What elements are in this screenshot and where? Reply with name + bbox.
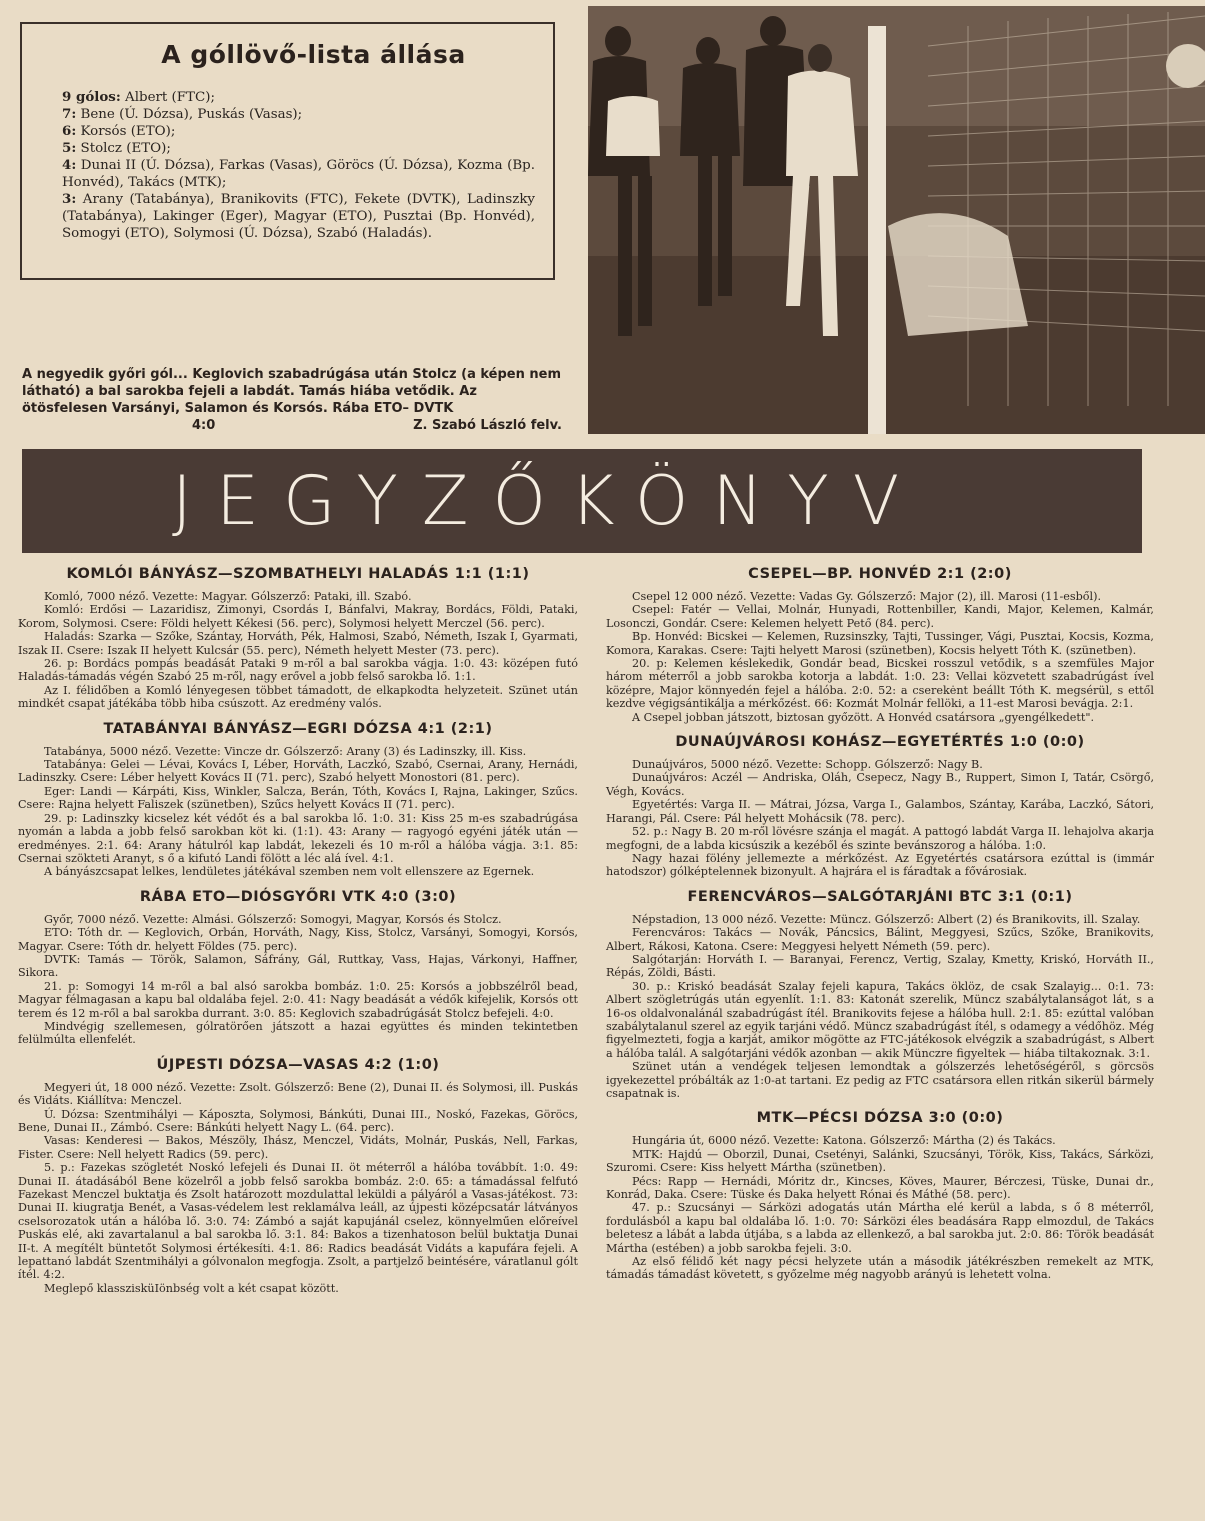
match-paragraph: Mindvégig szellemesen, gólratörően játszott a hazai együttes és minden tekintetben felülmúlta ellenfelét. — [18, 1019, 578, 1047]
match-title: FERENCVÁROS—SALGÓTARJÁNI BTC 3:1 (0:1) — [687, 888, 1073, 905]
match-report — [606, 889, 1154, 1101]
match-paragraph: Nagy hazai fölény jellemezte a mérkőzést. Az Egyetértés csatársora ezúttal is (immár hatodszor) gólképtelennek bizonyult. A hajrára el is fáradtak a fővárosiak. — [606, 851, 1154, 879]
scorer-line — [62, 140, 535, 157]
match-paragraph: Tatabánya: Gelei — Lévai, Kovács I, Léber, Horváth, Laczkó, Szabó, Csernai, Arany, Hernádi, Ladinszky. Csere: Léber helyett Kovács II (71. perc), Szabó helyett Monostori (81. perc). — [18, 758, 578, 785]
scorer-line — [62, 123, 535, 140]
match-paragraph: Ferencváros: Takács — Novák, Páncsics, Bálint, Meggyesi, Szűcs, Szőke, Branikovits, Albert, Rákosi, Katona. Csere: Meggyesi helyett Németh (59. perc). — [606, 926, 1154, 953]
scorer-line — [62, 157, 540, 191]
scorer-line — [62, 106, 535, 123]
football-photo-illustration — [588, 6, 1205, 434]
match-report — [18, 889, 578, 1047]
match-paragraph: Meglepő klasszisküIönbség volt a két csapat között. — [44, 1281, 339, 1295]
scorer-names: Bene (Ú. Dózsa), Puskás (Vasas); — [76, 107, 303, 122]
match-paragraph: Csepel 12 000 néző. Vezette: Vadas Gy. Gólszerző: Major (2), ill. Marosi (11-esből). — [632, 590, 1102, 603]
match-report — [606, 566, 1154, 724]
scorer-names: Dunai II (Ú. Dózsa), Farkas (Vasas), Göröcs (Ú. Dózsa), Kozma (Bp. Honvéd), Takács (MTK); — [62, 158, 540, 190]
scorer-line — [62, 191, 540, 242]
match-title: RÁBA ETO—DIÓSGYŐRI VTK 4:0 (3:0) — [139, 888, 457, 905]
left-column — [18, 566, 578, 1305]
match-title: MTK—PÉCSI DÓZSA 3:0 (0:0) — [756, 1110, 1004, 1127]
right-column — [606, 566, 1154, 1292]
scorer-names: Albert (FTC); — [120, 90, 215, 105]
match-report — [18, 721, 578, 879]
match-paragraph: Szünet után a vendégek teljesen lemondtak a gólszerzés lehetőségéről, s görcsös igyekezettel próbálták az 1:0-at tartani. Ez pedig az FTC csatársora ellen ritkán sikerül bármely csapatnak is. — [606, 1060, 1154, 1100]
match-paragraph: Hungária út, 6000 néző. Vezette: Katona. Gólszerző: Mártha (2) és Takács. — [632, 1134, 1056, 1148]
match-paragraph: 52. p.: Nagy B. 20 m-ről lövésre szánja el magát. A pattogó labdát Varga II. lehajolva akarja megfogni, de a labda kicsúszik a kezéből és szinte bevánszorog a hálóba. 1:0. — [606, 825, 1154, 852]
match-paragraph: Tatabánya, 5000 néző. Vezette: Vincze dr. Gólszerző: Arany (3) és Ladinszky, ill. Kiss. — [44, 744, 527, 758]
caption-text: A negyedik győri gól... Keglovich szabadrúgása után Stolcz (a képen nem látható) a bal sarokba fejeli a labdát. Tamás hiába vetődik. Az ötösfelesen Varsányi, Salamon és Korsós. Rába ETO– DVTK — [22, 367, 561, 416]
match-title: ÚJPESTI DÓZSA—VASAS 4:2 (1:0) — [156, 1056, 440, 1073]
match-title: DUNAÚJVÁROSI KOHÁSZ—EGYETÉRTÉS 1:0 (0:0) — [675, 734, 1085, 751]
match-report — [606, 1110, 1154, 1281]
match-paragraph: ETO: Tóth dr. — Keglovich, Orbán, Horváth, Nagy, Kiss, Stolcz, Varsányi, Somogyi, Korsós, Magyar. Csere: Tóth dr. helyett Földes (75. perc). — [18, 926, 578, 953]
match-paragraph: Népstadion, 13 000 néző. Vezette: Müncz. Gólszerző: Albert (2) és Branikovits, ill. Szalay. — [632, 912, 1141, 926]
scorer-goal-count: 4: — [62, 157, 77, 173]
scorer-list-lines — [62, 89, 540, 242]
match-paragraph: Vasas: Kenderesi — Bakos, Mészöly, Ihász, Menczel, Vidáts, Molnár, Puskás, Nell, Farkas, Fister. Csere: Nell helyett Radics (59. perc). — [18, 1134, 578, 1161]
match-paragraph: 20. p: Kelemen késlekedik, Gondár bead, Bicskei rosszul vetődik, s a szemfüles Major három méterről a jobb sarokba kotorja a labdát. 1:0. 23: Vellai közvetett szabadrúgást ível középre, Major könnyedén fejel a hálóba. 2:0. 52: a cserekėnt beállt Tóth K. megsérül, s ettől kezdve végigsántikálja a mérkőzést. 66: Kozmát Molnár fellöki, a 11-est Marosi bevágja. 2:1. — [606, 657, 1154, 711]
match-title: KOMLÓI BÁNYÁSZ—SZOMBATHELYI HALADÁS 1:1 (1:1) — [66, 566, 530, 582]
scorer-goal-count: 6: — [62, 123, 77, 139]
match-paragraph: 30. p.: Kriskó beadását Szalay fejeli kapura, Takács öklöz, de csak Szalayig... 0:1. 73: Albert szögletrúgás után egyenlít. 1:1. 83: Katonát szerelik, Müncz szabálytalanságot lát, s a 16-os oldalvonalánál szabadrúgást ítél. Branikovits fejese a hálóba hull. 2:1. 85: ezúttal valóban szabálytalanul szerel az egyik tarjáni védő. Müncz szabadrúgást ítél, s odamegy a védőhöz. Még figyelmezteti, fogja a karját, amikor mögötte az FTC-játékosok elvégzik a szabadrúgást, s Albert a hálóba talál. A salgótarjáni védők azonban — akik Münczre figyeltek — hiába tiltakoznak. 3:1. — [606, 979, 1154, 1060]
match-paragraph: A bányászcsapat lelkes, lendületes játékával szemben nem volt ellenszere az Egernek. — [44, 865, 535, 879]
scorer-list-box — [20, 22, 555, 280]
match-paragraph: Komló, 7000 néző. Vezette: Magyar. Gólszerző: Pataki, ill. Szabó. — [44, 590, 412, 603]
scorer-names: Korsós (ETO); — [76, 124, 176, 139]
match-paragraph: DVTK: Tamás — Török, Salamon, Sáfrány, Gál, Ruttkay, Vass, Hajas, Várkonyi, Haffner, Sikora. — [18, 952, 578, 980]
match-paragraph: Bp. Honvéd: Bicskei — Kelemen, Ruzsinszky, Tajti, Tussinger, Vági, Pusztai, Kocsis, Kozma, Komora, Karakas. Csere: Tajti helyett Marosi (szünetben), Kocsis helyett Tóth K. (szünetben). — [606, 630, 1154, 657]
match-paragraph: Pécs: Rapp — Hernádi, Móritz dr., Kincses, Köves, Maurer, Bérczesi, Tüske, Dunai dr., Konrád, Daka. Csere: Tüske és Daka helyett Rónai és Máthé (58. perc). — [606, 1174, 1154, 1202]
match-paragraph: Győr, 7000 néző. Vezette: Almási. Gólszerző: Somogyi, Magyar, Korsós és Stolcz. — [44, 912, 502, 926]
match-paragraph: Eger: Landi — Kárpáti, Kiss, Winkler, Salcza, Berán, Tóth, Kovács I, Rajna, Lakinger, Szűcs. Csere: Rajna helyett Faliszek (szünetben), Szűcs helyett Kovács II (71. perc). — [18, 784, 578, 812]
scorer-list-title: A góllövő-lista állása — [161, 40, 466, 69]
match-paragraph: 5. p.: Fazekas szögletét Noskó lefejeli és Dunai II. öt méterről a hálóba továbbít. 1:0. 49: Dunai II. átadásából Bene közelről a jobb felső sarokba bombáz. 2:0. 65: a támadással felfutó Fazekast Menczel buktatja és Zsolt határozott mozdulattal leküldi a pályáról a Vasas-játékost. 73: Dunai II. kiugratja Benét, a Vasas-védelem lest reklamálva leáll, az újpesti középcsatár látványos cselsorozatok után a hálóba lő. 3:0. 74: Zámbó a saját kapujánál cselez, könnyelműen előreível Puskás elé, aki zavartalanul a bal sarokba lő. 3:1. 84: Bakos a tizenhatoson belül buktatja Dunai II-t. A megítélt büntetőt Solymosi értékesíti. 4:1. 86: Radics beadását Vidáts a kapufára fejeli. A lepattanó labdát Szentmihályi a gólvonalon megfogja. Zsolt, a partjelző beintésére, váratlanul gólt ítél. 4:2. — [18, 1161, 578, 1282]
match-paragraph: Komló: Erdősi — Lazaridisz, Zimonyi, Csordás I, Bánfalvi, Makray, Bordács, Földi, Pataki, Korom, Solymosi. Csere: Földi helyett Kékesi (56. perc), Solymosi helyett Merczel (56. perc). — [18, 603, 578, 630]
match-paragraph: Dunaújváros: Aczél — Andriska, Oláh, Csepecz, Nagy B., Ruppert, Simon I, Tatár, Csörgő, Végh, Kovács. — [606, 771, 1154, 798]
scorer-names: Arany (Tatabánya), Branikovits (FTC), Fekete (DVTK), Ladinszky (Tatabánya), Lakinger (Eger), Magyar (ETO), Pusztai (Bp. Honvéd), Somogyi (ETO), Solymosi (Ú. Dózsa), Szabó (Haladás). — [62, 192, 540, 241]
scorer-names: Stolcz (ETO); — [76, 141, 171, 156]
match-paragraph: Dunaújváros, 5000 néző. Vezette: Schopp. Gólszerző: Nagy B. — [632, 758, 983, 772]
scorer-goal-count: 9 gólos: — [62, 89, 121, 105]
title-banner — [22, 449, 1142, 553]
caption-score: 4:0 — [192, 418, 216, 433]
caption-credit: Z. Szabó László felv. — [413, 418, 562, 433]
match-report — [606, 734, 1154, 879]
match-photo — [588, 6, 1205, 434]
match-paragraph: Az első félidő két nagy pécsi helyzete után a második játékrészben remekelt az MTK, támadás támadást követett, s győzelme még nagyobb arányú is lehetett volna. — [606, 1255, 1154, 1282]
banner-title: JEGYZŐKÖNYV — [172, 461, 924, 541]
match-paragraph: 47. p.: Szucsányi — Sárközi adogatás után Mártha elé kerül a labda, s ő 8 méterről, fordulásból a kapu bal oldalába lő. 1:0. 70: Sárközi éles beadására Rapp elmozdul, de Takács beletesz a lábát a labda útjába, s a labda az ellenkező, a bal sarokba jut. 2:0. 86: Török beadását Mártha (estében) a jobb sarokba fejeli. 3:0. — [606, 1201, 1154, 1255]
match-report — [18, 566, 578, 711]
photo-caption — [22, 366, 562, 434]
match-paragraph: 21. p: Somogyi 14 m-ről a bal alsó sarokba bombáz. 1:0. 25: Korsós a jobbszélről bead, Magyar félmagasan a kapu bal oldalába fejel. 2:0. 41: Nagy beadását a védők kifejelik, Korsós ott terem és 12 m-ről a bal sarokba durrant. 3:0. 85: Keglovich szabadrúgását Stolcz befejeli. 4:0. — [18, 979, 578, 1020]
match-report — [18, 1057, 578, 1296]
match-paragraph: Az I. félidőben a Komló lényegesen többet támadott, de elkapkodta helyzeteit. Szünet után mindkét csapat játékába több hiba csúszott. Az eredmény valós. — [18, 683, 578, 711]
scorer-goal-count: 3: — [62, 191, 77, 207]
scorer-line — [62, 89, 535, 106]
match-paragraph: 29. p: Ladinszky kicselez két védőt és a bal sarokba lő. 1:0. 31: Kiss 25 m-es szabadrúgása nyomán a labda a jobb felső sarokban köt ki. (1:1). 43: Arany — ragyogó egyéni játék után — eredményes. 2:1. 64: Arany hátulról kap labdát, lekezeli és 10 m-ről a hálóba vágja. 3:1. 85: Csernai szökteti Aranyt, s ő a kifutó Landi fölött a léc alá ível. 4:1. — [18, 811, 578, 865]
match-title: TATABÁNYAI BÁNYÁSZ—EGRI DÓZSA 4:1 (2:1) — [103, 720, 493, 737]
scorer-goal-count: 7: — [62, 106, 77, 122]
match-paragraph: 26. p: Bordács pompás beadását Pataki 9 m-ről a bal sarokba vágja. 1:0. 43: középen futó Haladás-támadás végén Szabó 25 m-ről, nagy erővel a jobb felső sarokba lő. 1:1. — [18, 657, 578, 684]
match-paragraph: Haladás: Szarka — Szőke, Szántay, Horváth, Pék, Halmosi, Szabó, Németh, Iszak I, Gyarmati, Iszak II. Csere: Iszak II helyett Kulcsár (55. perc), Németh helyett Mester (73. perc). — [18, 630, 578, 657]
match-paragraph: Egyetértés: Varga II. — Mátrai, Józsa, Varga I., Galambos, Szántay, Karába, Laczkó, Sátori, Harangi, Pál. Csere: Pál helyett Mohácsik (78. perc). — [606, 798, 1154, 825]
match-paragraph: MTK: Hajdú — Oborzil, Dunai, Csetényi, Salánki, Szucsányi, Török, Kiss, Takács, Sárközi, Szuromi. Csere: Kiss helyett Mártha (szünetben). — [606, 1147, 1154, 1175]
match-paragraph: Megyeri út, 18 000 néző. Vezette: Zsolt. Gólszerző: Bene (2), Dunai II. és Solymosi, ill. Puskás és Vidáts. Kiállítva: Menczel. — [18, 1080, 578, 1108]
match-paragraph: Ú. Dózsa: Szentmihályi — Káposzta, Solymosi, Bánkúti, Dunai III., Noskó, Fazekas, Göröcs, Bene, Dunai II., Zámbó. Csere: Bánkúti helyett Nagy L. (64. perc). — [18, 1107, 578, 1134]
match-title: CSEPEL—BP. HONVÉD 2:1 (2:0) — [748, 566, 1012, 582]
match-paragraph: Salgótarján: Horváth I. — Baranyai, Ferencz, Vertig, Szalay, Kmetty, Kriskó, Horváth II., Répás, Zöldi, Básti. — [606, 952, 1154, 980]
match-paragraph: A Csepel jobban játszott, biztosan győzött. A Honvéd csatársora „gyengélkedett". — [632, 710, 1095, 724]
scorer-goal-count: 5: — [62, 140, 77, 156]
match-paragraph: Csepel: Fatér — Vellai, Molnár, Hunyadi, Rottenbiller, Kandi, Major, Kelemen, Kalmár, Losonczi, Gondár. Csere: Kelemen helyett Pető (84. perc). — [606, 603, 1154, 630]
